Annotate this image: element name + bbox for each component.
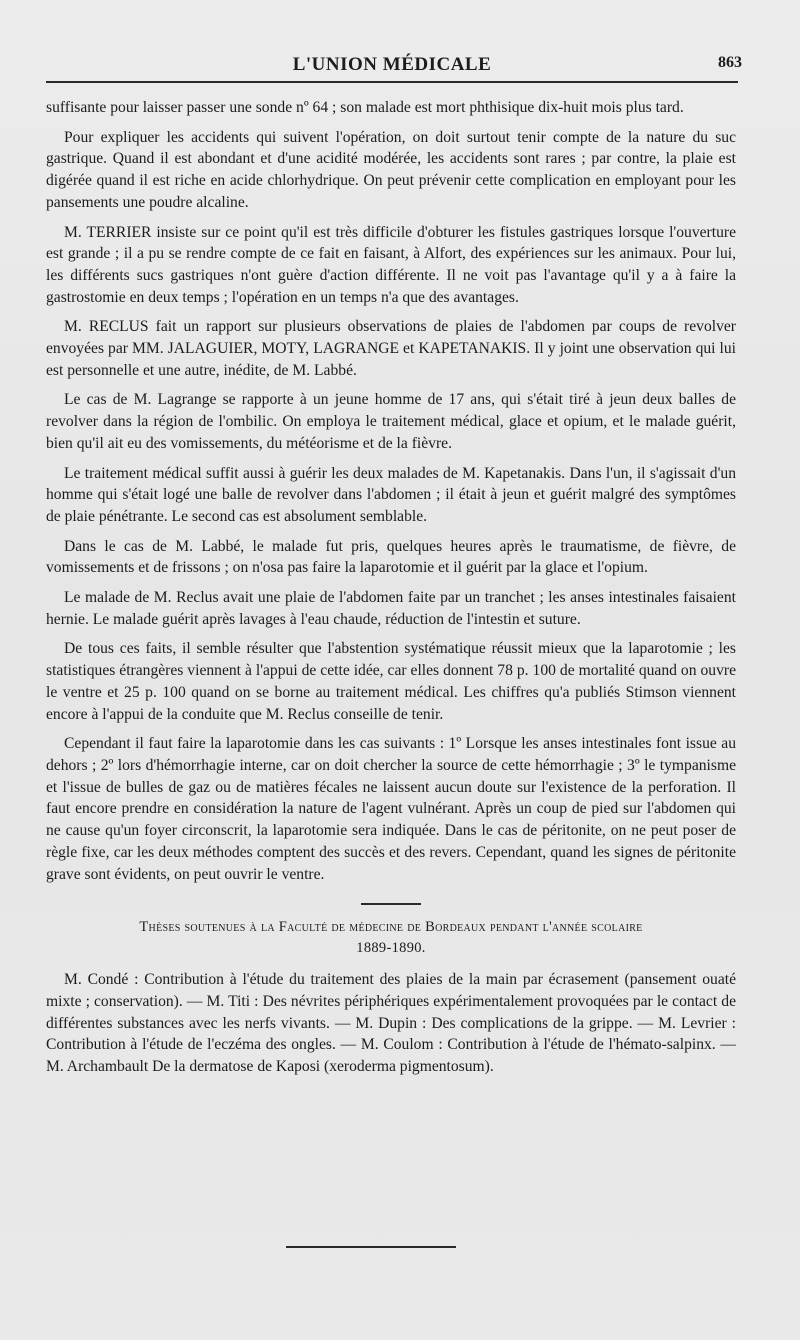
footer-rule xyxy=(286,1246,456,1248)
header-rule xyxy=(46,81,738,83)
paragraph-4: M. RECLUS fait un rapport sur plusieurs observations de plaies de l'abdomen par coups de revolver envoyées par MM. JALAGUIER, MOTY, LAGRANGE et KAPETANAKIS. Il y joint une observation qui lui est personnelle et une autre, inédite, de M. Labbé. xyxy=(46,318,736,379)
section-title-line-1: Thèses soutenues à la Faculté de médecine de Bordeaux pendant l'année scolaire xyxy=(139,919,643,936)
paragraph-9: De tous ces faits, il semble résulter que l'abstention systématique réussit mieux que la laparotomie ; les statistiques étrangères viennent à l'appui de cette idée, car elles donnent 78 p. 100 de mortalité quand on ouvre le ventre et 25 p. 100 quand on se borne au traitement médical. Les chiffres qu'a publiés Stimson viennent encore à l'appui de la conduite que M. Reclus conseille de tenir. xyxy=(46,640,736,723)
section-divider xyxy=(361,903,421,905)
body-text xyxy=(46,97,736,1086)
section-text: M. Condé : Contribution à l'étude du traitement des plaies de la main par écrasement (pansement ouaté mixte ; conservation). — M. Titi : Des névrites périphériques expérimentalement provoquées par le contact de différentes substances avec les nerfs vivants. — M. Dupin : Des complications de la grippe. — M. Levrier : Contribution à l'étude de l'eczéma des ongles. — M. Coulom : Contribution à l'étude de l'hémato-salpinx. — M. Archambault De la dermatose de Kaposi (xeroderma pigmentosum). xyxy=(46,971,736,1076)
paragraph-3: M. TERRIER insiste sur ce point qu'il est très difficile d'obturer les fistules gastriques lorsque l'ouverture est grande ; il a pu se rendre compte de ce fait en faisant, à Alfort, des expériences sur les animaux. Pour lui, les différents sucs gastriques n'ont guère d'action différente. Il ne voit pas l'avantage qu'il y a à faire la gastrostomie en deux temps ; l'opération en un temps n'a que des avantages. xyxy=(46,223,736,306)
paragraph-8: Le malade de M. Reclus avait une plaie de l'abdomen faite par un tranchet ; les anses intestinales faisaient hernie. Le malade guérit après lavages à l'eau chaude, réduction de l'intestin et suture. xyxy=(46,589,736,628)
running-title: L'UNION MÉDICALE xyxy=(292,54,492,75)
paragraph-10: Cependant il faut faire la laparotomie dans les cas suivants : 1º Lorsque les anses intestinales font issue au dehors ; 2º lors d'hémorrhagie interne, car on doit chercher la source de cette hémorrhagie ; 3º le tympanisme et l'issue de bulles de gaz ou de matières fécales ne laissent aucun doute sur l'existence de la perforation. Il faut encore prendre en considération la nature de l'agent vulnérant. Après un coup de pied sur l'abdomen qui ne cause qu'un foyer circonscrit, la laparotomie sera indiquée. Dans le cas de péritonite, on ne peut poser de règle fixe, car les deux méthodes comptent des succès et des revers. Cependant, quand les signes de péritonite grave sont évidents, on peut ouvrir le ventre. xyxy=(46,735,736,883)
section-title xyxy=(46,917,736,959)
paragraph-6: Le traitement médical suffit aussi à guérir les deux malades de M. Kapetanakis. Dans l'un, il s'agissait d'un homme qui s'était logé une balle de revolver dans l'abdomen ; il était à jeun et guérit malgré des symptômes de plaie pénétrante. Le second cas est absolument semblable. xyxy=(46,464,736,525)
paragraph-2: Pour expliquer les accidents qui suivent l'opération, on doit surtout tenir compte de la nature du suc gastrique. Quand il est abondant et d'une acidité modérée, les accidents sont rares ; par contre, la plaie est digérée quand il est riche en acide chlorhydrique. On peut prévenir cette complication en employant pour les pansements une poudre alcaline. xyxy=(46,128,736,211)
paragraph-5: Le cas de M. Lagrange se rapporte à un jeune homme de 17 ans, qui s'était tiré à jeun deux balles de revolver dans la région de l'ombilic. On employa le traitement médical, glace et opium, et le malade guérit, bien qu'il ait eu des vomissements, du météorisme et de la fièvre. xyxy=(46,391,736,452)
page-header xyxy=(46,48,742,78)
section-title-line-2: 1889-1890. xyxy=(356,940,426,957)
page-number: 863 xyxy=(718,54,742,71)
paragraph-1: suffisante pour laisser passer une sonde nº 64 ; son malade est mort phthisique dix-huit mois plus tard. xyxy=(46,99,684,116)
paragraph-7: Dans le cas de M. Labbé, le malade fut pris, quelques heures après le traumatisme, de fièvre, de vomissements et de frissons ; on n'osa pas faire la laparotomie et il guérit par la glace et l'opium. xyxy=(46,537,736,577)
